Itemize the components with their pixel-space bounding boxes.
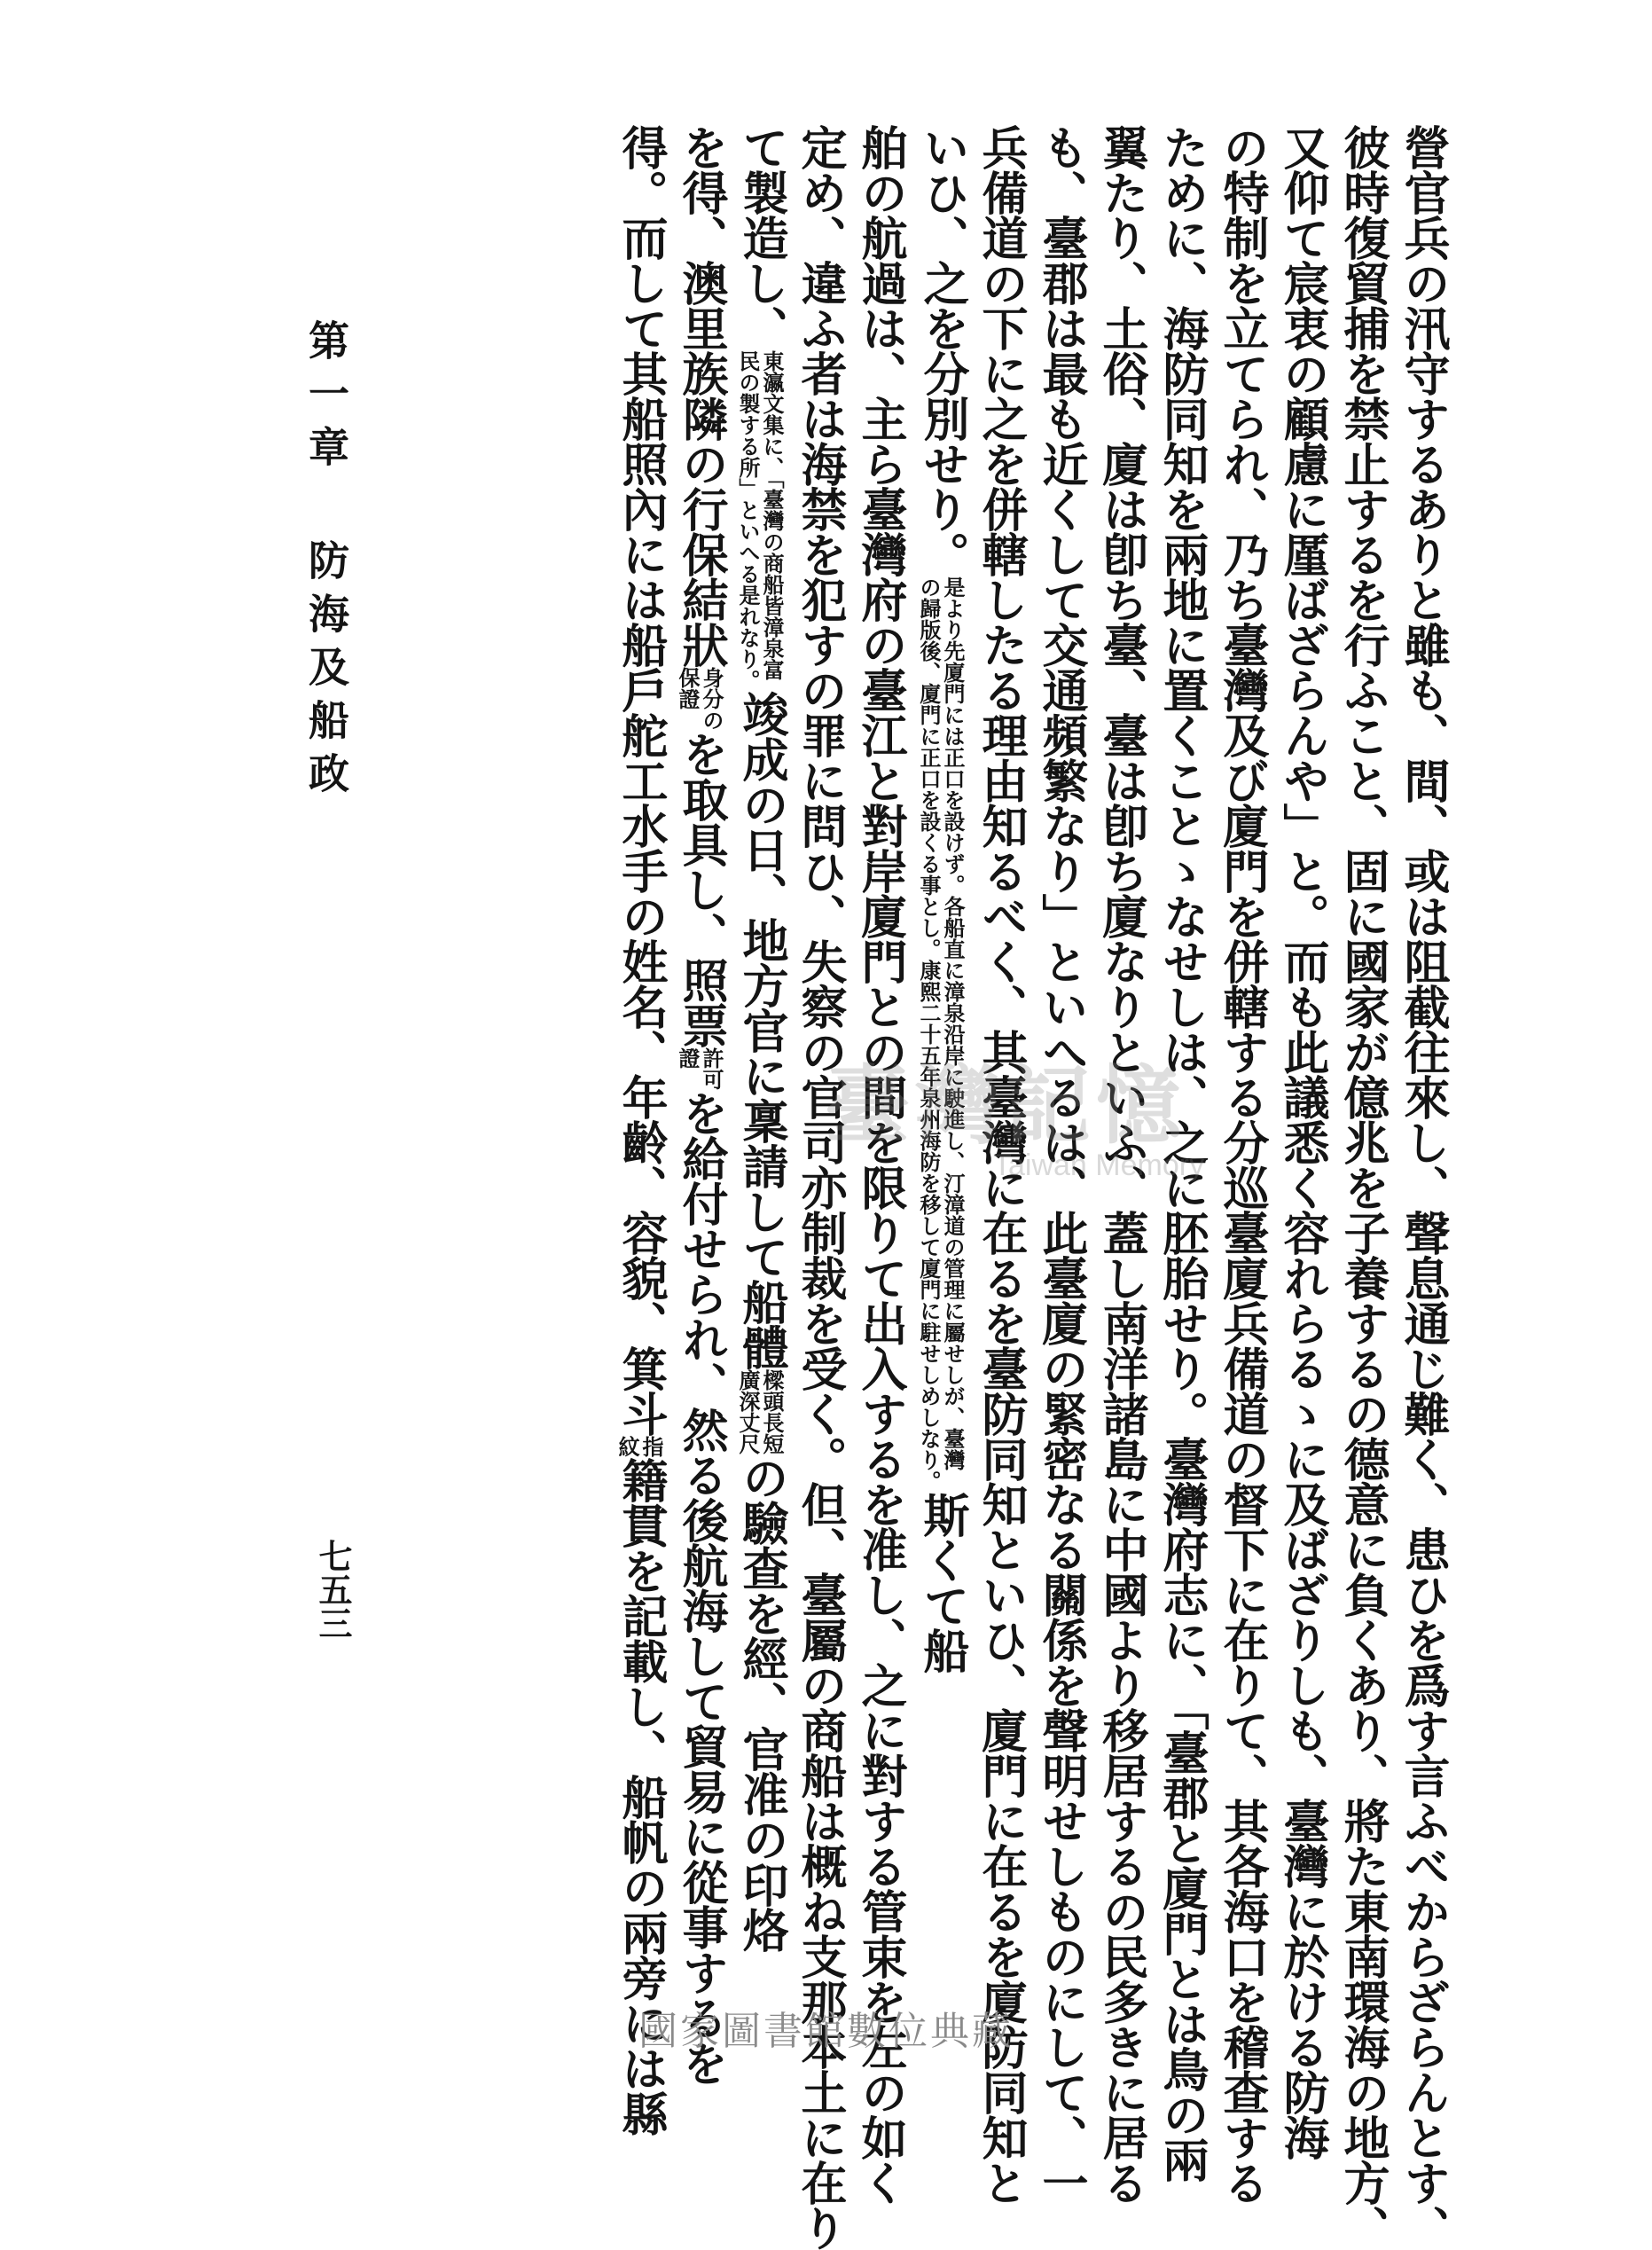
text-column-9 [915, 124, 969, 1673]
inline-note [736, 350, 784, 691]
inline-note [676, 667, 724, 731]
text-segment: を取具し、照票 [674, 731, 728, 1047]
text-column-4: の特制を立てられ、乃ち臺灣及び廈門を併轄する分巡臺廈兵備道の督下に在りて、其各海口を稽查する [1215, 124, 1269, 2205]
note-line: 廣深丈尺 [735, 1369, 761, 1454]
note-line: 保證 [675, 667, 701, 709]
inline-note [917, 576, 965, 1492]
note-line: 證 [675, 1047, 701, 1069]
text-column-1: 營官兵の汛守するありと雖も、間、或は阻截往來し、聲息通じ難く、患ひを爲す言ふべからざらんとす、 [1396, 124, 1450, 2250]
text-segment: 得。而して其船照內には船戶舵工水手の姓名、年齡、容貌、箕斗 [614, 124, 668, 1436]
watermark-logo [825, 1047, 1268, 1188]
note-line: 紋 [615, 1436, 640, 1457]
text-segment: の驗查を經、官准の印烙 [734, 1454, 788, 1952]
text-segment: 籍貫を記載し、船帆の兩旁には縣 [614, 1457, 668, 2136]
text-column-10: 舶の航過は、主ら臺灣府の臺江と對岸廈門との間を限りて出入するを准し、之に對する管束を左の如く [853, 124, 907, 2205]
text-segment: いひ、之を分別せり。 [915, 124, 969, 576]
running-head: 第一章 防海及船政 [302, 319, 350, 805]
page-number: 七五三 [313, 1539, 353, 1640]
note-line: 許可 [699, 1047, 724, 1090]
footer-credit: 國家圖書館數位典藏 [638, 2009, 1014, 2054]
note-line: 是より先廈門には正口を設けず。各船直に漳泉沿岸に駛進し、汀漳道の管理に屬せしが、臺灣 [940, 576, 966, 1470]
text-column-3: 又仰て宸衷の顧慮に厪ばざらんや」と。而も此議悉く容れらるゝに及ばざりしも、臺灣に於ける防海 [1275, 124, 1329, 2160]
text-segment: 竣成の日、地方官に稟請して船體 [734, 691, 788, 1369]
note-line: 指 [638, 1436, 664, 1457]
note-line: 東瀛文集に、「臺灣の商船皆漳泉富 [759, 350, 785, 680]
text-segment: て製造し、 [734, 124, 788, 350]
text-segment: を得、澳里族隣の行保結狀 [674, 124, 728, 667]
text-column-13 [674, 124, 728, 2085]
inline-note [615, 1436, 663, 1457]
text-column-5: ために、海防同知を兩地に置くことゝなせしは、之に胚胎せり。臺灣府志に、「臺郡と廈門とは鳥の兩 [1155, 124, 1209, 2182]
inline-note [676, 1047, 724, 1090]
text-column-14 [614, 124, 668, 2136]
text-column-8: 兵備道の下に之を併轄したる理由知るべく、其臺灣に在るを臺防同知といひ、廈門に在るを廈防同知と [974, 124, 1028, 2205]
text-segment: を給付せられ、然る後航海して貿易に從事するを [674, 1090, 728, 2085]
text-column-7: も、臺郡は最も近くして交通頻繁なり」といへるは、此臺廈の緊密なる關係を聲明せしものにして、一 [1034, 124, 1088, 2205]
text-segment: 斯くて船 [915, 1492, 969, 1673]
watermark-latin: Taiwan Memory [993, 1149, 1205, 1182]
inline-note [736, 1369, 784, 1454]
note-line: 民の製する所」といへる是れなり。 [735, 350, 761, 691]
note-line: の歸版後、廈門に正口を設くる事とし。康熙二十五年泉州海防を移して廈門に駐せしめしなり。 [916, 576, 942, 1492]
text-column-12 [734, 124, 788, 1952]
text-column-2: 彼時復貿捕を禁止するを行ふこと、固に國家が億兆を子養するの德意に負くあり、將た東南環海の地方、 [1335, 124, 1390, 2250]
text-column-11: 定め、違ふ者は海禁を犯すの罪に問ひ、失察の官司亦制裁を受く。但、臺屬の商船は概ね支那本土に在り [793, 124, 847, 2250]
note-line: 身分の [699, 667, 724, 731]
watermark-chars: 臺灣記憶 [825, 1055, 1186, 1156]
text-column-6: 翼たり、土俗、廈は卽ち臺、臺は卽ち廈なりといふ、蓋し南洋諸島に中國より移居するの民多きに居る [1094, 124, 1148, 2205]
note-line: 樑頭長短 [759, 1369, 785, 1454]
